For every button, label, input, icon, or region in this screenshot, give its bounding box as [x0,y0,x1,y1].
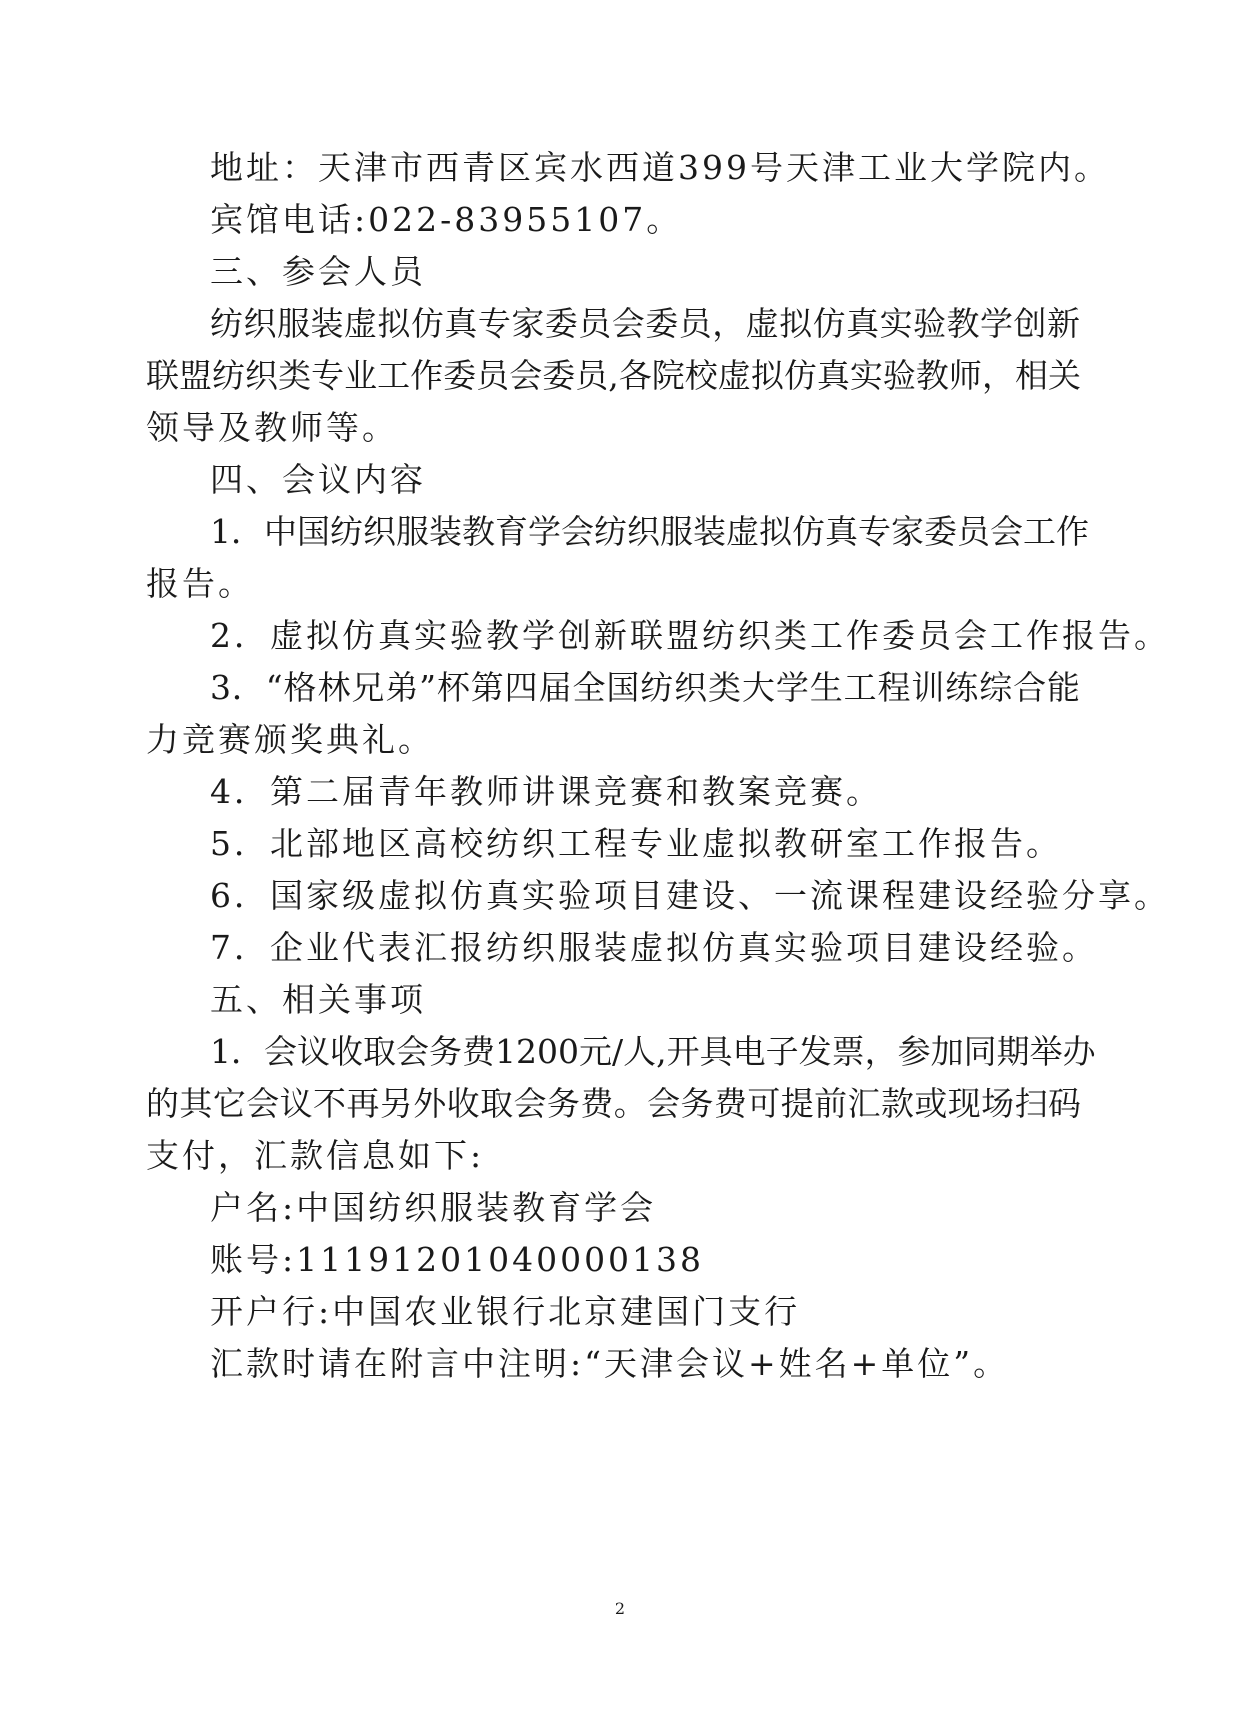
agenda-item-5: 5．北部地区高校纺织工程专业虚拟教研室工作报告。 [210,824,1062,863]
bank-line: 开户行:中国农业银行北京建国门支行 [210,1292,801,1331]
paragraph-line: 领导及教师等。 [146,408,398,447]
account-name-line: 户名:中国纺织服装教育学会 [210,1188,657,1227]
agenda-item-3-cont: 力竞赛颁奖典礼。 [146,720,434,759]
section-heading-agenda: 四、会议内容 [210,460,426,499]
agenda-item-1-cont: 报告。 [146,564,254,603]
address-line: 地址：天津市西青区宾水西道399号天津工业大学院内。 [210,148,1110,187]
section-heading-matters: 五、相关事项 [210,980,426,1019]
fee-paragraph-line: 1．会议收取会务费1200元/人,开具电子发票，参加同期举办 [210,1032,1096,1071]
agenda-item-1: 1．中国纺织服装教育学会纺织服装虚拟仿真专家委员会工作 [210,512,1089,551]
section-heading-attendees: 三、参会人员 [210,252,426,291]
page-number: 2 [614,1599,626,1618]
remittance-note-line: 汇款时请在附言中注明:“天津会议+姓名+单位”。 [210,1344,1010,1383]
paragraph-line: 纺织服装虚拟仿真专家委员会委员，虚拟仿真实验教学创新 [210,304,1080,343]
agenda-item-4: 4．第二届青年教师讲课竞赛和教案竞赛。 [210,772,882,811]
account-number-line: 账号:11191201040000138 [210,1240,705,1279]
fee-paragraph-line: 支付，汇款信息如下: [146,1136,485,1175]
agenda-item-7: 7．企业代表汇报纺织服装虚拟仿真实验项目建设经验。 [210,928,1098,967]
agenda-item-2: 2．虚拟仿真实验教学创新联盟纺织类工作委员会工作报告。 [210,616,1170,655]
agenda-item-3: 3．“格林兄弟”杯第四届全国纺织类大学生工程训练综合能 [210,668,1080,707]
hotel-phone-line: 宾馆电话:022-83955107。 [210,200,683,239]
agenda-item-6: 6．国家级虚拟仿真实验项目建设、一流课程建设经验分享。 [210,876,1170,915]
fee-paragraph-line: 的其它会议不再另外收取会务费。会务费可提前汇款或现场扫码 [146,1084,1081,1123]
paragraph-line: 联盟纺织类专业工作委员会委员,各院校虚拟仿真实验教师，相关 [146,356,1081,395]
